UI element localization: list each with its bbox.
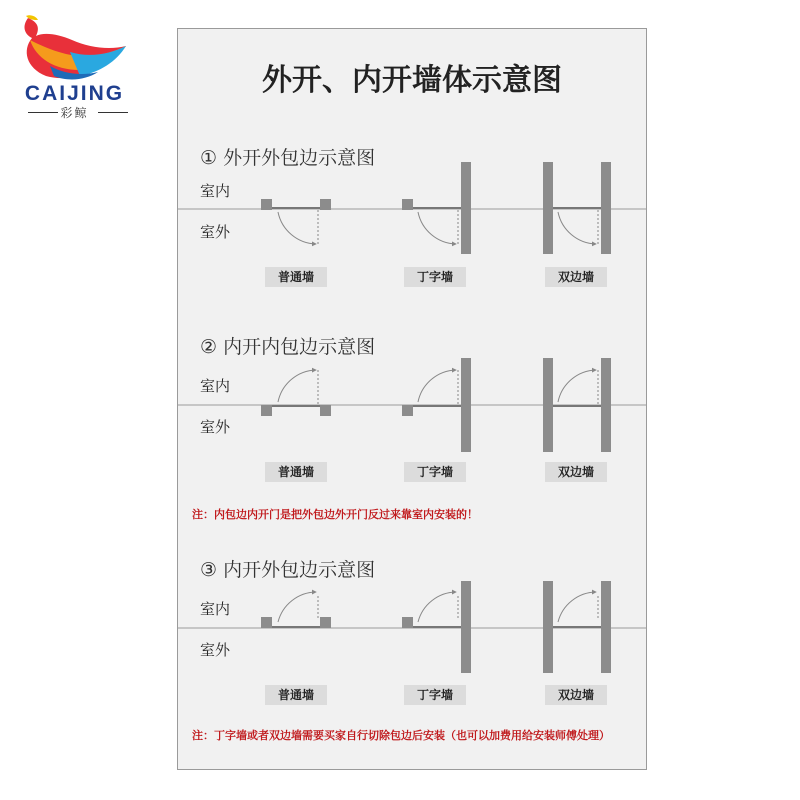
wall-type-double: 双边墙: [545, 267, 607, 287]
indoor-label: 室内: [200, 377, 231, 395]
wall-type-normal: 普通墙: [265, 462, 327, 482]
door-diagrams: [177, 0, 647, 800]
outdoor-label: 室外: [200, 641, 231, 659]
brand-name: CAIJING: [24, 82, 125, 105]
wall-type-normal: 普通墙: [265, 267, 327, 287]
section-3-diagrams: [177, 581, 647, 673]
door-double-wall: [543, 162, 611, 254]
door-normal-wall: [261, 199, 331, 246]
section-1-diagrams: [177, 162, 647, 254]
section-3-title: ③ 内开外包边示意图: [200, 559, 376, 581]
section-2-diagrams: [177, 358, 647, 452]
wall-type-double: 双边墙: [545, 685, 607, 705]
wall-type-t: 丁字墙: [404, 267, 466, 287]
indoor-label: 室内: [200, 600, 231, 618]
door-normal-wall: [261, 592, 331, 628]
page-title: 外开、内开墙体示意图: [262, 63, 562, 98]
door-normal-wall: [261, 370, 331, 416]
door-t-wall: [402, 358, 471, 452]
wall-type-t: 丁字墙: [404, 462, 466, 482]
brand-name-cn: 彩鲸: [60, 106, 89, 120]
wall-type-t: 丁字墙: [404, 685, 466, 705]
outdoor-label: 室外: [200, 418, 231, 436]
door-t-wall: [402, 581, 471, 673]
section-2-title: ② 内开内包边示意图: [200, 336, 376, 358]
door-double-wall: [543, 581, 611, 673]
outdoor-label: 室外: [200, 223, 231, 241]
door-double-wall: [543, 358, 611, 452]
note-section-3: 注：丁字墙或者双边墙需要买家自行切除包边后安装（也可以加费用给安装师傅处理）: [192, 729, 610, 742]
door-t-wall: [402, 162, 471, 254]
note-section-2: 注：内包边内开门是把外包边外开门反过来靠室内安装的！: [192, 508, 478, 521]
wall-type-double: 双边墙: [545, 462, 607, 482]
section-1-title: ① 外开外包边示意图: [200, 147, 376, 169]
indoor-label: 室内: [200, 182, 231, 200]
wall-type-normal: 普通墙: [265, 685, 327, 705]
